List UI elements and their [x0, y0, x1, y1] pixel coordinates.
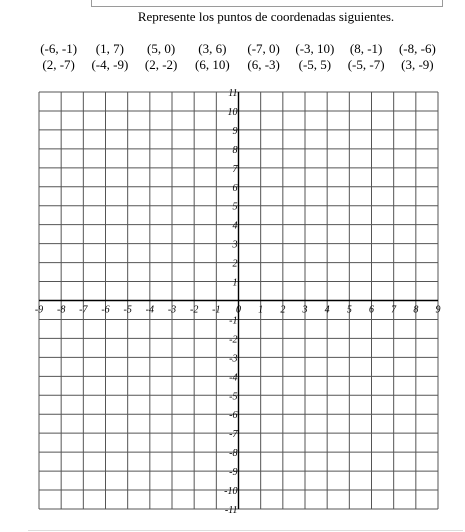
- point-label: (3, -9): [401, 57, 434, 72]
- y-tick-label: 10: [227, 106, 238, 118]
- x-tick-label: 3: [302, 304, 308, 316]
- x-tick-label: 4: [324, 304, 330, 316]
- y-tick-label: 7: [232, 163, 238, 175]
- y-tick-label: 8: [232, 144, 238, 156]
- point-label: (-7, 0): [247, 41, 280, 56]
- point-label: (5, 0): [147, 41, 176, 56]
- y-tick-label: 2: [232, 258, 238, 270]
- x-tick-label: -5: [123, 304, 132, 316]
- x-tick-label: -4: [145, 304, 155, 316]
- y-tick-label: 1: [232, 277, 238, 289]
- point-label: (6, -3): [247, 57, 280, 72]
- point-label: (-4, -9): [91, 57, 129, 72]
- x-tick-label: 6: [369, 304, 374, 316]
- x-tick-label: -3: [167, 304, 177, 316]
- y-tick-label: -4: [229, 372, 238, 384]
- point-label: (-5, -7): [347, 57, 385, 72]
- x-tick-label: 7: [391, 304, 397, 316]
- point-label: (3, 6): [198, 41, 227, 56]
- y-tick-label: -5: [229, 391, 238, 403]
- y-tick-label: 5: [232, 201, 238, 213]
- x-tick-label: -6: [101, 304, 110, 316]
- worksheet-instructions: Represente los puntos de coordenadas siguientes.: [137, 9, 395, 24]
- point-label: (-3, 10): [295, 41, 335, 56]
- point-label: (-8, -6): [398, 41, 436, 56]
- point-label: (1, 7): [95, 41, 124, 56]
- y-tick-label: 6: [232, 182, 238, 194]
- y-tick-label: 4: [232, 220, 238, 232]
- x-tick-label: 9: [435, 304, 441, 316]
- y-tick-label: -3: [229, 353, 238, 365]
- x-tick-label: -8: [56, 304, 66, 316]
- y-tick-label: -7: [229, 429, 238, 441]
- point-label: (8, -1): [349, 41, 383, 56]
- y-tick-label: -1: [229, 315, 238, 327]
- y-tick-label: -11: [224, 505, 238, 516]
- point-label: (2, -2): [144, 57, 178, 72]
- y-tick-label: -10: [224, 486, 238, 498]
- x-tick-label: -7: [79, 304, 88, 316]
- y-tick-label: 9: [232, 125, 238, 137]
- x-tick-label: 2: [280, 304, 286, 316]
- y-tick-label: -6: [229, 410, 238, 422]
- y-tick-label: 11: [228, 88, 238, 99]
- point-label: (-6, -1): [40, 41, 78, 56]
- point-label: (2, -7): [42, 57, 75, 72]
- x-tick-label: -1: [212, 304, 221, 316]
- point-label: (-5, 5): [298, 57, 332, 72]
- x-tick-label: 5: [346, 304, 352, 316]
- x-tick-label: -2: [189, 304, 199, 316]
- point-label: (6, 10): [195, 57, 230, 72]
- y-tick-label: -8: [229, 448, 238, 460]
- x-tick-label: 1: [258, 304, 264, 316]
- y-tick-label: -2: [229, 334, 238, 346]
- y-tick-label: 3: [232, 239, 238, 251]
- y-tick-label: -9: [229, 467, 238, 479]
- page-divider: [28, 530, 463, 531]
- x-tick-label: 8: [413, 304, 419, 316]
- x-tick-label: -9: [34, 304, 44, 316]
- x-tick-label: 0: [236, 304, 241, 316]
